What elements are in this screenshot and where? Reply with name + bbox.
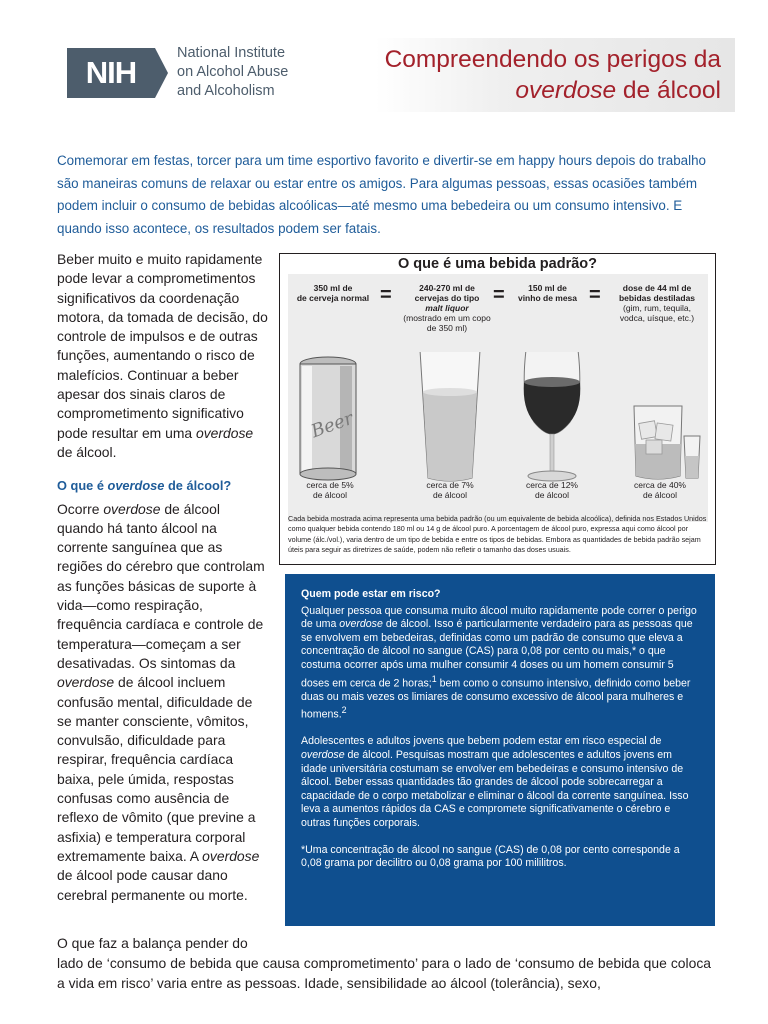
pct-spirits: cerca de 40% de álcool xyxy=(634,480,686,500)
nih-logo-abbr: NIH xyxy=(85,54,137,90)
riskbox-paragraph-2: Adolescentes e adultos jovens que bebem podem estar em risco especial de overdose de álcool. Pesquisas mostram que adolescentes e adultos jovens em idade universitária costumam se envolver em bebedeiras e consumo intensivo de álcool. Beber essas quantidades tão grandes de álcool pode sobrecarregar a capacidade de o corpo metabolizar e eliminar o álcool da corrente sanguínea. Isso leva a aumentos rápidos da CAS e compromete significativamente o cérebro e outras funções corporais. xyxy=(301,735,689,829)
drink-label-malt-liquor: 240-270 ml de cervejas do tipo malt liquor (mostrado em um copo de 350 ml) xyxy=(403,283,491,333)
intro-paragraph: Comemorar em festas, torcer para um time esportivo favorito e divertir-se em happy hours depois do trabalho são maneiras comuns de relaxar ou estar entre os amigos. Para algumas pessoas, essas ocasiões também podem incluir o consumo de bebidas alcoólicas—até mesmo uma bebedeira ou um consumo intensivo. E quando isso acontece, os resultados podem ser fatais. xyxy=(57,153,706,236)
standard-drink-figure xyxy=(279,253,716,565)
paragraph-overdose-definition: Ocorre overdose de álcool quando há tanto álcool na corrente sanguínea que as regiões do cérebro que controlam as funções básicas de suporte à vida—como respiração, frequência cardíaca e controle de temperatura—começam a ser desativadas. Os sintomas da overdose de álcool incluem confusão mental, dificuldade de se manter consciente, vômitos, convulsão, dificuldade para respirar, frequência cardíaca baixa, pele úmida, respostas confusas como ausência de reflexo de vômito (que previne a asfixia) e temperatura corporal extremamente baixa. A overdose de álcool pode causar dano cerebral permanente ou morte. xyxy=(57,500,265,903)
riskbox-footnote: *Uma concentração de álcool no sangue (CAS) de 0,08 por cento corresponde a 0,08 grama por decilitro ou 0,08 grama por 100 mililitros. xyxy=(301,843,680,870)
wine-glass-icon xyxy=(524,352,581,481)
page-title xyxy=(385,44,721,106)
pct-malt-liquor: cerca de 7% de álcool xyxy=(426,480,474,500)
equals-sign-1: = xyxy=(380,284,392,306)
equals-sign-3: = xyxy=(589,284,601,306)
logo-line-3: and Alcoholism xyxy=(177,83,275,99)
riskbox-title: Quem pode estar em risco? xyxy=(301,588,441,600)
figure-title: O que é uma bebida padrão? xyxy=(397,256,597,272)
section-heading-what-is-overdose: O que é overdose de álcool? xyxy=(57,478,232,494)
drink-label-beer: 350 ml de de cerveja normal xyxy=(296,283,370,303)
logo-line-1: National Institute xyxy=(177,45,286,61)
title-line-2: overdose de álcool xyxy=(515,77,721,104)
paragraph-impairment: Beber muito e muito rapidamente pode levar a comprometimentos significativos da coordenação motora, da tomada de decisão, do controle de impulsos e de outras funções, aumentando o risco de malefícios. Continuar a beber apesar dos sinais claros de comprometimento significativo pode resultar em uma overdose de álcool. xyxy=(57,251,268,460)
malt-liquor-glass-icon xyxy=(420,352,480,481)
pct-beer: cerca de 5% de álcool xyxy=(306,480,354,500)
figure-caption: Cada bebida mostrada acima representa uma bebida padrão (ou um equivalente de bebida alcoólica), definida nos Estados Unidos como qualquer bebida contendo 180 ml ou 14 g de álcool puro. A porcentagem de álcool puro, expressa aqui como álcool por volume (álc./vol.), varia dentro de um tipo de bebida e entre os tipos de bebidas. Embora as quantidades de bebida padrão sejam úteis para seguir as diretrizes de saúde, podem não refletir o tamanho das doses usuais. xyxy=(288,514,707,555)
who-is-at-risk-box xyxy=(285,574,715,926)
drinks-illustration xyxy=(288,352,708,492)
spirits-glass-icon xyxy=(634,406,700,479)
nih-logo-mark xyxy=(67,48,155,98)
logo-line-2: on Alcohol Abuse xyxy=(177,64,289,80)
drink-label-spirits: dose de 44 ml de bebidas destiladas (gim, rum, tequila, vodca, uísque, etc.) xyxy=(618,283,696,323)
left-column xyxy=(57,250,269,905)
pct-wine: cerca de 12% de álcool xyxy=(526,480,578,500)
nih-logo xyxy=(67,44,288,101)
riskbox-paragraph-1: Qualquer pessoa que consuma muito álcool muito rapidamente pode correr o perigo de uma overdose de álcool. Isso é particularmente verdadeiro para as pessoas que se envolvem em bebedeiras, definidas como um padrão de consumo que eleva a concentração de álcool no sangue (CAS) para 0,08 por cento ou mais,* o que costuma ocorrer após uma mulher consumir 4 doses ou um homem consumir 5 doses em cerca de 2 horas;$^1$ bem como o consumo intensivo, definido como beber duas ou mais vezes os limiares de consumo excessivo de álcool para mulheres e homens.$^2$ xyxy=(301,604,697,721)
niaaa-name xyxy=(177,44,288,101)
beer-can-icon xyxy=(300,357,357,480)
svg-text:Beer: Beer xyxy=(308,407,357,443)
figure-panel xyxy=(288,274,708,522)
drink-label-wine: 150 ml de vinho de mesa xyxy=(517,283,578,303)
title-line-1: Compreendendo os perigos da xyxy=(384,46,721,73)
paragraph-risk-factors: O que faz a balança pender do lado de ‘consumo de bebida que causa comprometimento’ para o lado de ‘consumo de bebida que coloca a vida em risco’ varia entre as pessoas. Idade, sensibilidade ao álcool (tolerância), sexo, xyxy=(57,935,711,991)
equals-sign-2: = xyxy=(493,284,505,306)
